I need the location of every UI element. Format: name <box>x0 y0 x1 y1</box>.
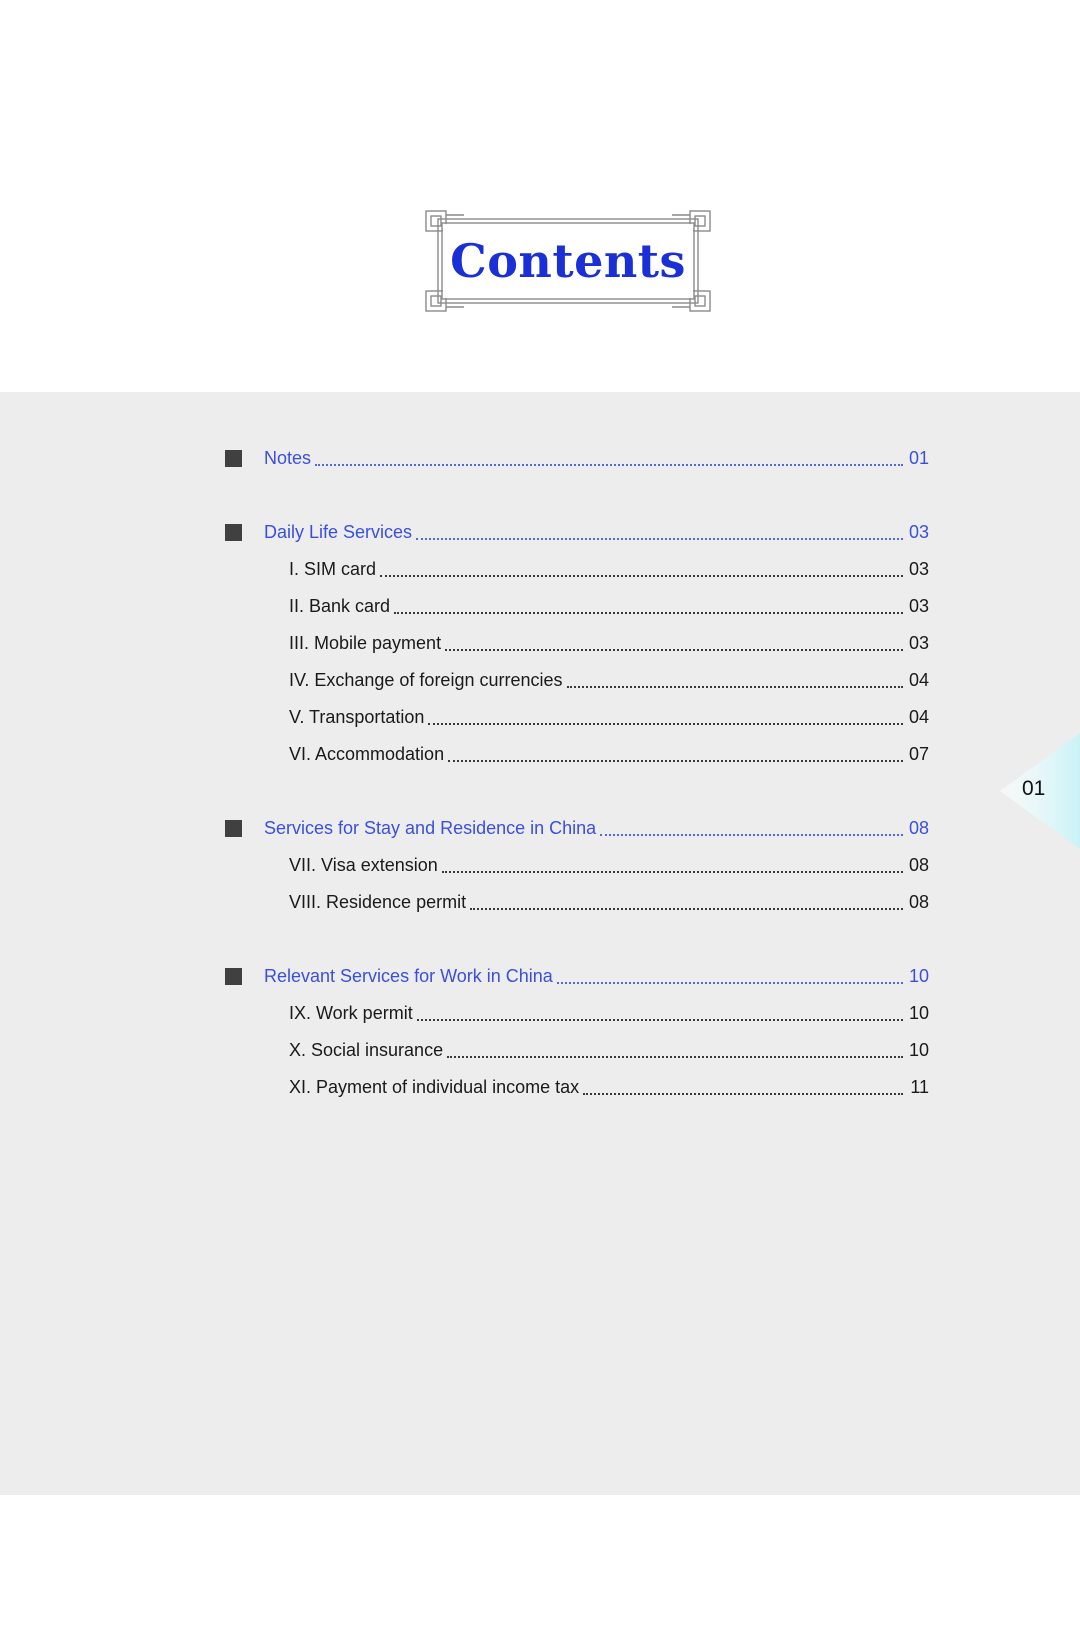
dot-leader <box>315 464 903 466</box>
toc-page-number: 08 <box>908 818 929 838</box>
dot-leader <box>417 1019 903 1021</box>
toc-entry-link[interactable] <box>225 551 929 588</box>
dot-leader <box>583 1093 903 1095</box>
toc-entry-label: X. Social insurance <box>289 1040 444 1060</box>
toc-entry-label: I. SIM card <box>289 559 377 579</box>
dot-leader <box>416 538 903 540</box>
dot-leader <box>567 686 904 688</box>
toc-entry-label: VI. Accommodation <box>289 744 445 764</box>
toc-section-link[interactable] <box>225 514 929 551</box>
toc-entry-label: VIII. Residence permit <box>289 892 467 912</box>
toc-page-number: 04 <box>908 670 929 690</box>
toc-page-number: 03 <box>908 596 929 616</box>
toc-entry-label: XI. Payment of individual income tax <box>289 1077 580 1097</box>
toc-entry-link[interactable] <box>225 1069 929 1106</box>
toc-entry-link[interactable] <box>225 995 929 1032</box>
toc-page-number: 10 <box>908 1040 929 1060</box>
page-number: 01 <box>1022 777 1046 800</box>
toc-page-number: 07 <box>908 744 929 764</box>
toc-section <box>225 810 929 921</box>
toc-page-number: 01 <box>908 448 929 468</box>
toc-entry-link[interactable] <box>225 1032 929 1069</box>
toc-entry-label: VII. Visa extension <box>289 855 438 875</box>
dot-leader <box>442 871 903 873</box>
toc-entry-label: IX. Work permit <box>289 1003 413 1023</box>
dot-leader <box>380 575 903 577</box>
table-of-contents <box>225 440 929 1143</box>
toc-section-link[interactable] <box>225 958 929 995</box>
toc-page-number: 08 <box>908 892 929 912</box>
dot-leader <box>448 760 903 762</box>
toc-entry-link[interactable] <box>225 699 929 736</box>
toc-section-label: Services for Stay and Residence in China <box>264 818 597 838</box>
toc-page-number: 03 <box>908 522 929 542</box>
toc-section <box>225 440 929 477</box>
toc-page-number: 03 <box>908 559 929 579</box>
toc-entry-label: V. Transportation <box>289 707 425 727</box>
square-bullet-icon <box>225 968 242 985</box>
toc-entry-link[interactable] <box>225 884 929 921</box>
toc-entry-link[interactable] <box>225 662 929 699</box>
toc-section-label: Notes <box>264 448 312 468</box>
toc-page-number: 03 <box>908 633 929 653</box>
toc-entry-link[interactable] <box>225 736 929 773</box>
toc-section <box>225 514 929 773</box>
toc-entry-link[interactable] <box>225 625 929 662</box>
toc-page-number: 10 <box>908 1003 929 1023</box>
dot-leader <box>557 982 903 984</box>
toc-entry-link[interactable] <box>225 847 929 884</box>
page-title: Contents <box>450 234 686 288</box>
toc-section-link[interactable] <box>225 810 929 847</box>
dot-leader <box>447 1056 903 1058</box>
toc-page-number: 10 <box>908 966 929 986</box>
dot-leader <box>428 723 903 725</box>
toc-section <box>225 958 929 1106</box>
page-number-tab <box>1000 733 1080 849</box>
dot-leader <box>445 649 903 651</box>
toc-entry-label: II. Bank card <box>289 596 391 616</box>
square-bullet-icon <box>225 524 242 541</box>
toc-entry-label: III. Mobile payment <box>289 633 442 653</box>
toc-section-link[interactable] <box>225 440 929 477</box>
dot-leader <box>600 834 903 836</box>
toc-entry-link[interactable] <box>225 588 929 625</box>
square-bullet-icon <box>225 450 242 467</box>
toc-section-label: Relevant Services for Work in China <box>264 966 553 986</box>
toc-section-label: Daily Life Services <box>264 522 413 542</box>
square-bullet-icon <box>225 820 242 837</box>
dot-leader <box>470 908 903 910</box>
toc-page-number: 08 <box>908 855 929 875</box>
toc-page-number: 11 <box>910 1077 929 1097</box>
toc-page-number: 04 <box>908 707 929 727</box>
toc-entry-label: IV. Exchange of foreign currencies <box>289 670 563 690</box>
contents-title-frame <box>424 209 712 313</box>
dot-leader <box>394 612 903 614</box>
